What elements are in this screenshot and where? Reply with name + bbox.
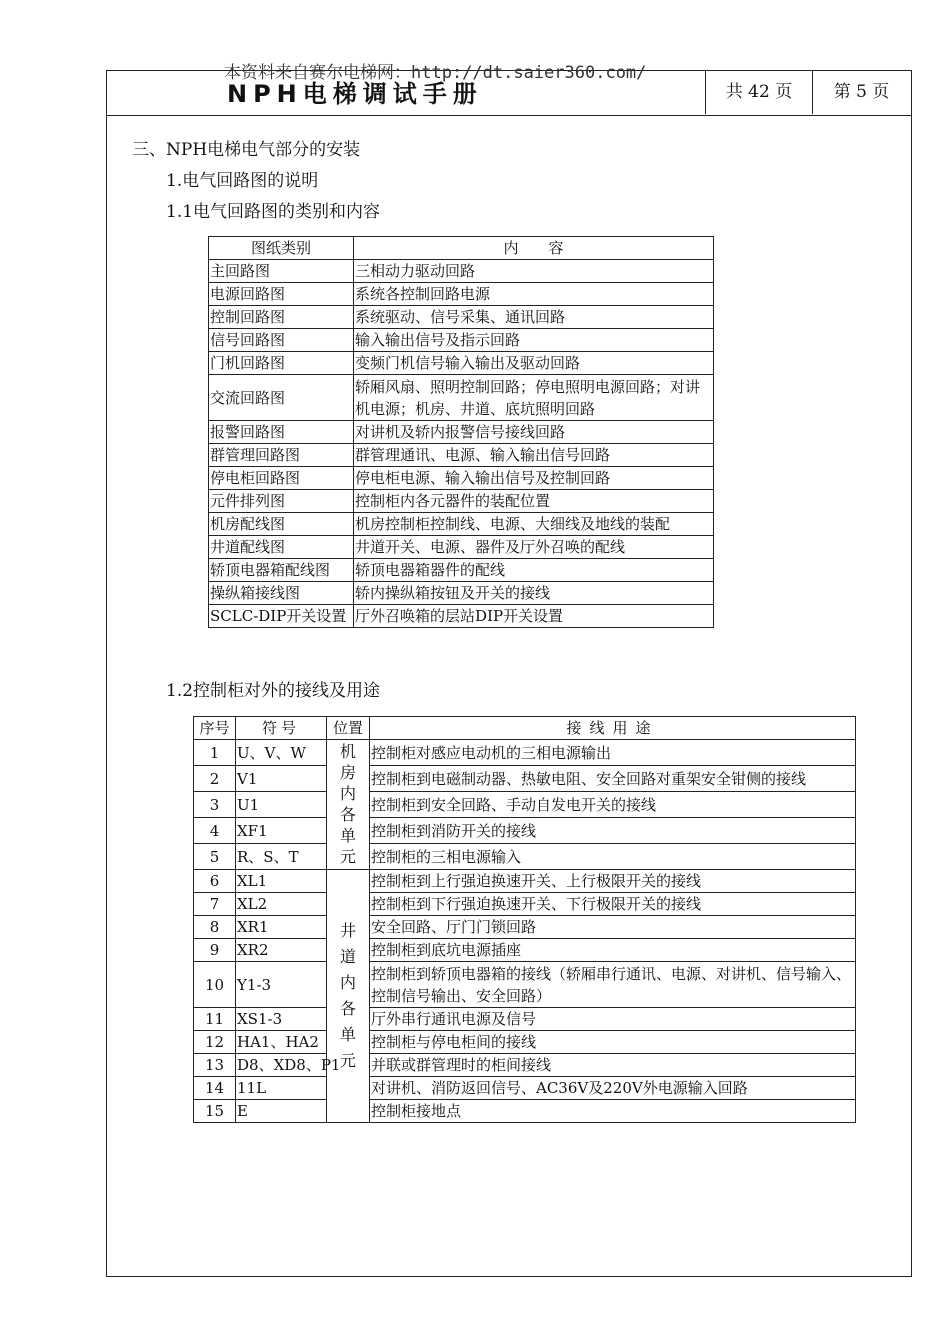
location-group-machine-room: 机房内各单元 [327, 740, 370, 870]
wiring-table [193, 716, 856, 1123]
table-row [209, 559, 714, 582]
symbol-cell: Y1-3 [236, 962, 327, 1008]
index-cell: 8 [194, 916, 236, 939]
index-cell: 15 [194, 1100, 236, 1123]
content-cell: 轿内操纵箱按钮及开关的接线 [354, 582, 714, 605]
index-cell: 6 [194, 870, 236, 893]
table-row [209, 490, 714, 513]
content-cell: 输入输出信号及指示回路 [354, 329, 714, 352]
category-cell: 电源回路图 [209, 283, 354, 306]
content-cell: 轿厢风扇、照明控制回路；停电照明电源回路；对讲机电源；机房、井道、底坑照明回路 [354, 375, 714, 421]
usage-cell: 控制柜与停电柜间的接线 [370, 1031, 856, 1054]
symbol-cell: U、V、W [236, 740, 327, 766]
table-row [194, 740, 856, 766]
table-row [209, 536, 714, 559]
header-location: 位置 [327, 717, 370, 740]
index-cell: 5 [194, 844, 236, 870]
symbol-cell: 11L [236, 1077, 327, 1100]
table-header-row [209, 237, 714, 260]
symbol-cell: D8、XD8、P1 [236, 1054, 327, 1077]
category-cell: SCLC-DIP开关设置 [209, 605, 354, 628]
table-row [194, 1100, 856, 1123]
content-cell: 变频门机信号输入输出及驱动回路 [354, 352, 714, 375]
section-heading: 三、NPH电梯电气部分的安装 [132, 140, 361, 160]
table-row [209, 283, 714, 306]
table-row [194, 1008, 856, 1031]
table-row [209, 306, 714, 329]
content-cell: 停电柜电源、输入输出信号及控制回路 [354, 467, 714, 490]
header-content: 内容 [354, 237, 714, 260]
category-cell: 信号回路图 [209, 329, 354, 352]
page-number: 第 5 页 [812, 71, 910, 114]
table-row [194, 962, 856, 1008]
usage-cell: 安全回路、厅门门锁回路 [370, 916, 856, 939]
content-cell: 轿顶电器箱器件的配线 [354, 559, 714, 582]
usage-cell: 控制柜接地点 [370, 1100, 856, 1123]
table-header-row [194, 717, 856, 740]
index-cell: 12 [194, 1031, 236, 1054]
index-cell: 4 [194, 818, 236, 844]
usage-cell: 控制柜到上行强迫换速开关、上行极限开关的接线 [370, 870, 856, 893]
content-cell: 群管理通讯、电源、输入输出信号回路 [354, 444, 714, 467]
header-symbol: 符号 [236, 717, 327, 740]
symbol-cell: V1 [236, 766, 327, 792]
index-cell: 7 [194, 893, 236, 916]
index-cell: 1 [194, 740, 236, 766]
usage-cell: 对讲机、消防返回信号、AC36V及220V外电源输入回路 [370, 1077, 856, 1100]
usage-cell: 控制柜对感应电动机的三相电源输出 [370, 740, 856, 766]
source-note: 本资料来自赛尔电梯网：http://dt.saier360.com/ [224, 63, 647, 83]
symbol-cell: XR1 [236, 916, 327, 939]
symbol-cell: E [236, 1100, 327, 1123]
table-row [194, 844, 856, 870]
content-cell: 机房控制柜控制线、电源、大细线及地线的装配 [354, 513, 714, 536]
table-row [209, 260, 714, 283]
category-cell: 机房配线图 [209, 513, 354, 536]
symbol-cell: XS1-3 [236, 1008, 327, 1031]
index-cell: 2 [194, 766, 236, 792]
usage-cell: 控制柜到轿顶电器箱的接线（轿厢串行通讯、电源、对讲机、信号输入、控制信号输出、安全回路） [370, 962, 856, 1008]
usage-cell: 控制柜到下行强迫换速开关、下行极限开关的接线 [370, 893, 856, 916]
location-group-hoistway: 井道内各单元 [327, 870, 370, 1123]
usage-cell: 控制柜的三相电源输入 [370, 844, 856, 870]
symbol-cell: XL2 [236, 893, 327, 916]
usage-cell: 控制柜到安全回路、手动自发电开关的接线 [370, 792, 856, 818]
usage-cell: 并联或群管理时的柜间接线 [370, 1054, 856, 1077]
symbol-cell: XF1 [236, 818, 327, 844]
category-cell: 门机回路图 [209, 352, 354, 375]
index-cell: 14 [194, 1077, 236, 1100]
table-row [209, 582, 714, 605]
usage-cell: 厅外串行通讯电源及信号 [370, 1008, 856, 1031]
symbol-cell: XL1 [236, 870, 327, 893]
table-row [194, 792, 856, 818]
table-row [194, 939, 856, 962]
content-cell: 井道开关、电源、器件及厅外召唤的配线 [354, 536, 714, 559]
table-row [194, 1031, 856, 1054]
usage-cell: 控制柜到消防开关的接线 [370, 818, 856, 844]
table-row [209, 444, 714, 467]
table-row [209, 467, 714, 490]
index-cell: 13 [194, 1054, 236, 1077]
manual-title: NPH电梯调试手册 [227, 80, 483, 108]
symbol-cell: U1 [236, 792, 327, 818]
symbol-cell: R、S、T [236, 844, 327, 870]
table-row [194, 870, 856, 893]
subsection-heading-1: 1.电气回路图的说明 [166, 171, 319, 191]
symbol-cell: HA1、HA2 [236, 1031, 327, 1054]
category-cell: 主回路图 [209, 260, 354, 283]
category-cell: 轿顶电器箱配线图 [209, 559, 354, 582]
diagram-category-table [208, 236, 714, 628]
header-category: 图纸类别 [209, 237, 354, 260]
table-row [209, 329, 714, 352]
usage-cell: 控制柜到电磁制动器、热敏电阻、安全回路对重架安全钳侧的接线 [370, 766, 856, 792]
category-cell: 元件排列图 [209, 490, 354, 513]
category-cell: 操纵箱接线图 [209, 582, 354, 605]
table-row [194, 766, 856, 792]
category-cell: 报警回路图 [209, 421, 354, 444]
index-cell: 11 [194, 1008, 236, 1031]
table-row [194, 916, 856, 939]
content-cell: 厅外召唤箱的层站DIP开关设置 [354, 605, 714, 628]
subsection-heading-1-1: 1.1电气回路图的类别和内容 [166, 202, 381, 222]
table-row [209, 513, 714, 536]
total-pages: 共 42 页 [705, 71, 812, 114]
category-cell: 井道配线图 [209, 536, 354, 559]
table-row [209, 605, 714, 628]
usage-cell: 控制柜到底坑电源插座 [370, 939, 856, 962]
content-cell: 三相动力驱动回路 [354, 260, 714, 283]
category-cell: 停电柜回路图 [209, 467, 354, 490]
header-usage: 接线用途 [370, 717, 856, 740]
table-row [209, 421, 714, 444]
content-cell: 系统驱动、信号采集、通讯回路 [354, 306, 714, 329]
symbol-cell: XR2 [236, 939, 327, 962]
index-cell: 10 [194, 962, 236, 1008]
table-row [209, 352, 714, 375]
index-cell: 3 [194, 792, 236, 818]
content-cell: 对讲机及轿内报警信号接线回路 [354, 421, 714, 444]
category-cell: 交流回路图 [209, 375, 354, 421]
table-row [194, 893, 856, 916]
category-cell: 控制回路图 [209, 306, 354, 329]
table-row [194, 818, 856, 844]
category-cell: 群管理回路图 [209, 444, 354, 467]
index-cell: 9 [194, 939, 236, 962]
table-row [209, 375, 714, 421]
table-row [194, 1054, 856, 1077]
content-cell: 系统各控制回路电源 [354, 283, 714, 306]
header-index: 序号 [194, 717, 236, 740]
subsection-heading-1-2: 1.2控制柜对外的接线及用途 [166, 681, 381, 701]
content-cell: 控制柜内各元器件的装配位置 [354, 490, 714, 513]
table-row [194, 1077, 856, 1100]
